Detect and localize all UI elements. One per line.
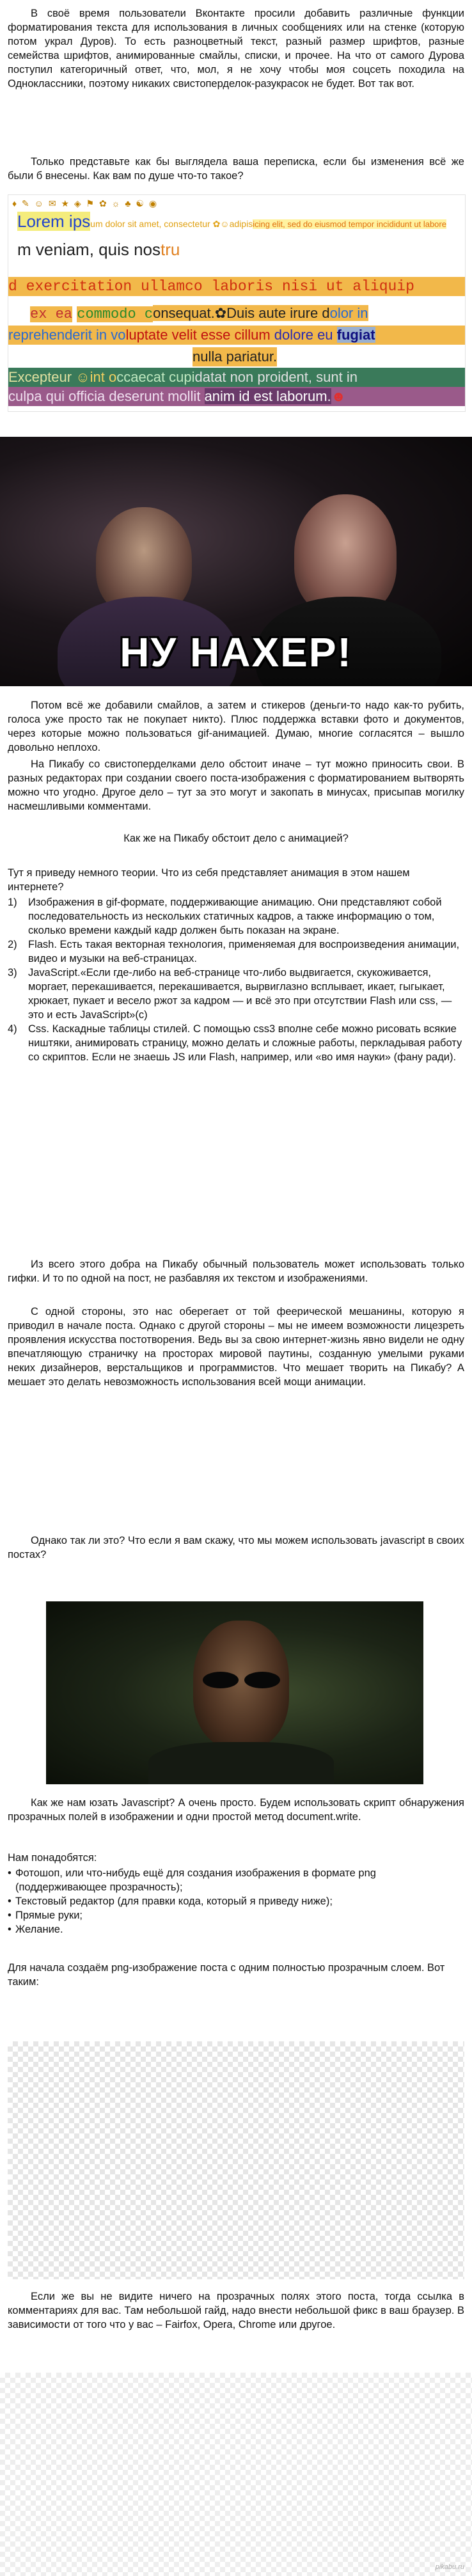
create-png-paragraph: Для начала создаём png-изображение поста с одним полностью прозрачным слоем. Вот таким:	[8, 1962, 445, 1988]
demo-line-4: ex ea commodo consequat.✿Duis aute irure dolor in	[30, 305, 368, 322]
how-to-javascript-paragraph: Как же нам юзать Javascript? А очень просто. Будем использовать скрипт обнаружения прозрачных полей в изображении и одни простой метод document.write.	[8, 1797, 464, 1823]
demo-line-6: nulla pariatur.	[193, 347, 277, 366]
meme-caption: НУ НАХЕР!	[120, 629, 352, 675]
demo-line-8: culpa qui officia deserunt mollit anim id est laborum.☻	[8, 387, 465, 406]
list-item: 3) JavaScript.«Если где-либо на веб-странице что-либо выдвигается, скукоживается, моргает, перекашивается, перекашивается, вырвиглазно всплывает, икает, гыгыкает, хрюкает, пукает и весело ржот за кадром — и всё это при отсутствии Flash или css, — это и есть JavaScript»(с)	[8, 967, 452, 1021]
transparency-fix-paragraph: Если же вы не видите ничего на прозрачных полях этого поста, тогда ссылка в комментариях для вас. Там небольшой гайд, надо внести небольшой фикс в ваш браузер. В зависимости от того что у вас – Fairfox, Opera, Chrome или другое.	[8, 2291, 464, 2330]
list-item: • Фотошоп, или что-нибудь ещё для создания изображения в формате png (поддерживающее прозрачность);	[8, 1867, 376, 1893]
transparent-footer-area	[0, 2373, 472, 2576]
demo-line-2: m veniam, quis nostru	[17, 240, 180, 259]
meme-image-priests	[0, 437, 472, 686]
animation-question-heading: Как же на Пикабу обстоит дело с анимацией?	[123, 833, 349, 844]
demo-line-1: Lorem ipsum dolor sit amet, consectetur ✿☺adipisicing elit, sed do eiusmod tempor incididunt ut labore	[17, 212, 446, 231]
requirements-list	[8, 1866, 464, 1936]
sunglasses-left-lens	[203, 1672, 239, 1688]
smileys-paragraph: Потом всё же добавили смайлов, а затем и стикеров (деньги-то надо как-то рубить, голоса уже просто так не покупает никто). Плюс поддержка вставки фото и документов, через которые можно пользоваться gif-анимацией. Думаю, многие согласятся – вышло довольно неплохо.	[8, 700, 464, 753]
sunglasses-right-lens	[244, 1672, 280, 1688]
pikabu-paragraph: На Пикабу со свистоперделками дело обстоит иначе – тут можно приносить свои. В разных редакторах при создании своего поста-изображения с форматированием вытворять можно что угодно. Другое дело – тут за это могут и закопать в минусах, присыпав могилку насмешливыми комментами.	[8, 758, 464, 812]
demo-line-5: reprehenderit in voluptate velit esse cillum dolore eu fugiat	[8, 326, 465, 345]
list-item: 2) Flash. Есть такая векторная технология, применяемая для воспроизведения анимации, видео и музыки на веб-страницах.	[8, 939, 460, 964]
gifs-only-paragraph: Из всего этого добра на Пикабу обычный пользователь может использовать только гифки. И то по одной на пост, не разбавляя их текстом и изображениями.	[8, 1259, 464, 1284]
formatted-text-demo-image	[8, 194, 466, 412]
list-item: 1) Изображения в gif-формате, поддерживающие анимацию. Они представляют собой последовательность из нескольких статичных кадров, а также информацию о том, сколько времени каждый кадр должен быть показан на экране.	[8, 897, 442, 936]
transparent-png-image	[8, 2041, 464, 2279]
theory-paragraph: Тут я приведу немного теории. Что из себя представляет анимация в этом нашем интернете?	[8, 867, 410, 893]
demo-line-3: d exercitation ullamco laboris nisi ut aliquip	[8, 277, 465, 296]
list-item: • Желание.	[8, 1924, 63, 1935]
emoji-toolbar-row: ♦ ✎ ☺ ✉ ★ ◈ ⚑ ✿ ☼ ♣ ☯ ◉	[12, 198, 159, 208]
morpheus-coat	[148, 1742, 334, 1784]
imagine-paragraph: Только представьте как бы выглядела ваша переписка, если бы изменения всё же были б внесены. Как вам по душе что-то такое?	[8, 156, 464, 182]
requirements-heading: Нам понадобятся:	[8, 1852, 97, 1864]
intro-paragraph: В своё время пользователи Вконтакте просили добавить различные функции форматирования текста для использования в личных сообщениях или на стенке (которую потом украл Дуров). То есть разноцветный текст, разный размер шрифтов, разные семейства шрифтов, анимированные смайлы, списки, и прочее. На что от самого Дурова поступил категоричный ответ, что, мол, я не хочу чтобы моя соцсеть походила на Одноклассники, поэтому никаких свистоперделок-разукрасок не будет. Вот так вот.	[8, 8, 464, 90]
javascript-question-paragraph: Однако так ли это? Что если я вам скажу, что мы можем использовать javascript в своих постах?	[8, 1535, 464, 1560]
watermark: pikabu.ru	[435, 2563, 464, 2571]
list-item: 4) Css. Каскадные таблицы стилей. С помощью css3 вполне себе можно рисовать всякие ништяки, анимировать страницу, можно делать и сложные работы, перкладывая работу со скриптов. Если не знаешь JS или Flash, например, или «во имя науки» (фану ради).	[8, 1023, 462, 1063]
meme-image-morpheus	[46, 1601, 423, 1784]
demo-line-7: Excepteur ☺int occaecat cupidatat non proident, sunt in	[8, 368, 465, 387]
one-side-paragraph: С одной стороны, это нас оберегает от той феерической мешанины, которую я приводил в начале поста. Однако с другой стороны – мы не имеем возможности лицезреть проявления искусства постотворения. Ведь вы за свою интернет-жизнь явно видели не одну впечатляющую страничку на просторах мировой паутины, созданную умелыми руками неких дизайнеров, верстальщиков и программистов. Что мешает творить на Пикабу? А мешает это делать невозможность использования всей мощи анимации.	[8, 1306, 464, 1388]
list-item: • Прямые руки;	[8, 1910, 83, 1921]
animation-types-list	[8, 895, 464, 1064]
list-item: • Текстовый редактор (для правки кода, который я приведу ниже);	[8, 1896, 333, 1907]
